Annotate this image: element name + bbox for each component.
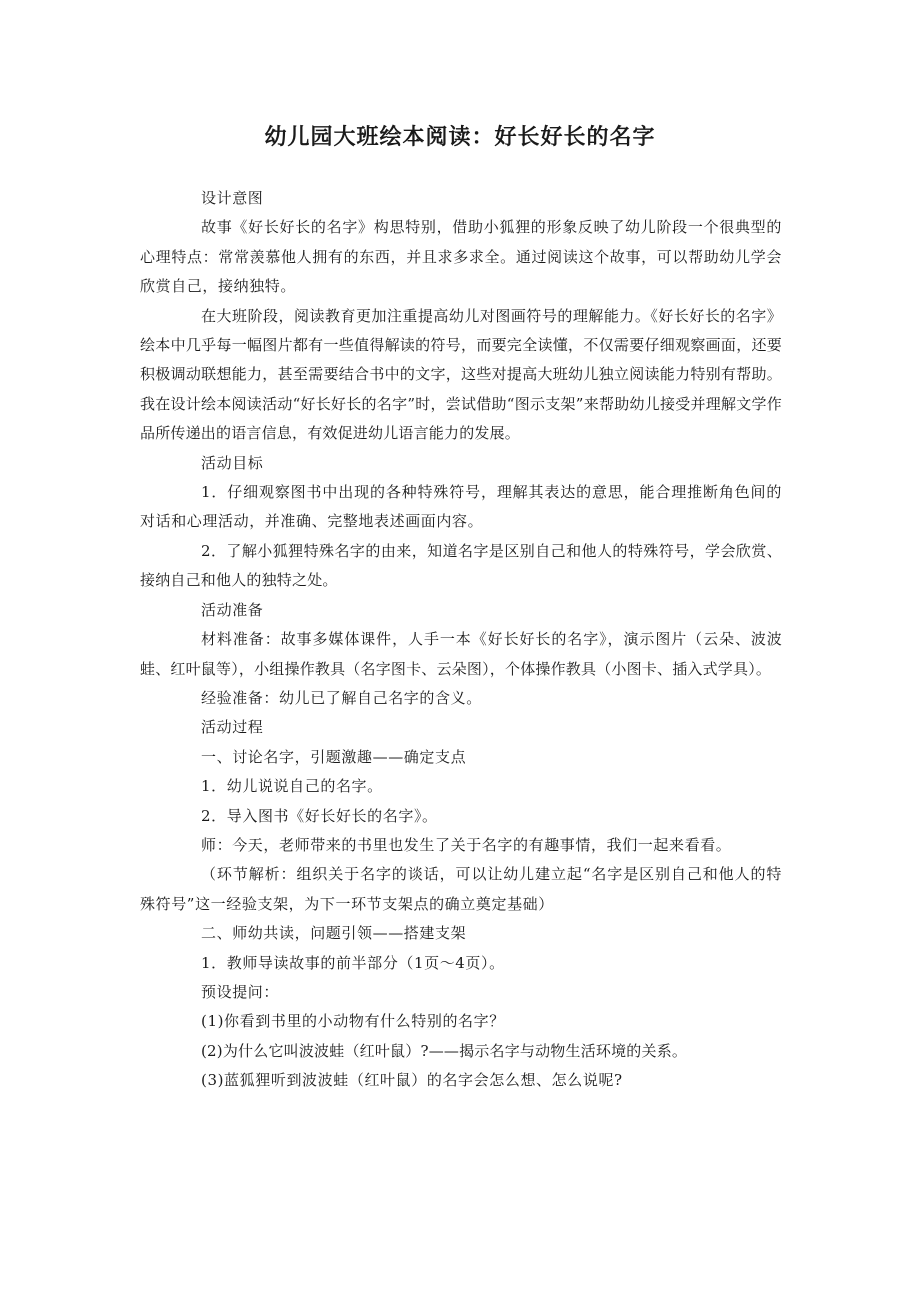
heading-activity-preparation: 活动准备 [201, 600, 264, 619]
heading-design-intent: 设计意图 [201, 189, 264, 207]
paragraph: 故事《好长好长的名字》构思特别，借助小狐狸的形象反映了幼儿阶段一个很典型的心理特点：常常羡慕他人拥有的东西，并且求多求全。通过阅读这个故事，可以帮助幼儿学会欣赏自己，接纳独特。 [140, 218, 782, 296]
heading-activity-process: 活动过程 [201, 718, 264, 737]
paragraph: 材料准备：故事多媒体课件，人手一本《好长好长的名字》，演示图片（云朵、波波蛙、红叶鼠等），小组操作教具（名字图卡、云朵图），个体操作教具（小图卡、插入式学具）。 [140, 630, 782, 678]
document-body [140, 184, 782, 1096]
list-item: 2．导入图书《好长好长的名字》。 [201, 806, 438, 825]
list-item: (3)蓝狐狸听到波波蛙（红叶鼠）的名字会怎么想、怎么说呢? [201, 1071, 623, 1090]
subheading: 一、讨论名字，引题激趣——确定支点 [201, 747, 467, 766]
list-item: (2)为什么它叫波波蛙（红叶鼠）?——揭示名字与动物生活环境的关系。 [201, 1041, 688, 1060]
paragraph: 经验准备：幼儿已了解自己名字的含义。 [201, 688, 482, 707]
heading-activity-goals: 活动目标 [201, 453, 264, 472]
paragraph: 1．仔细观察图书中出现的各种特殊符号，理解其表达的意思，能合理推断角色间的对话和心理活动，并准确、完整地表述画面内容。 [140, 483, 782, 531]
subheading: 二、师幼共读，问题引领——搭建支架 [201, 924, 467, 943]
paragraph: 2．了解小狐狸特殊名字的由来，知道名字是区别自己和他人的特殊符号，学会欣赏、接纳自己和他人的独特之处。 [140, 541, 782, 590]
paragraph: （环节解析：组织关于名字的谈话，可以让幼儿建立起“名字是区别自己和他人的特殊符号”这一经验支架，为下一环节支架点的确立奠定基础） [140, 865, 782, 913]
document-title: 幼儿园大班绘本阅读：好长好长的名字 [264, 125, 656, 150]
list-item: (1)你看到书里的小动物有什么特别的名字？ [201, 1012, 505, 1031]
list-item: 1．幼儿说说自己的名字。 [201, 777, 383, 796]
paragraph: 预设提问： [201, 982, 280, 1001]
paragraph: 在大班阶段，阅读教育更加注重提高幼儿对图画符号的理解能力。《好长好长的名字》绘本中几乎每一幅图片都有一些值得解读的符号，而要完全读懂，不仅需要仔细观察画面，还要积极调动联想能力，甚至需要结合书中的文字，这些对提高大班幼儿独立阅读能力特别有帮助。我在设计绘本阅读活动“好长好长的名字”时，尝试借助“图示支架”来帮助幼儿接受并理解文学作品所传递出的语言信息，有效促进幼儿语言能力的发展。 [140, 306, 782, 443]
paragraph: 师：今天，老师带来的书里也发生了关于名字的有趣事情，我们一起来看看。 [201, 835, 732, 854]
list-item: 1．教师导读故事的前半部分（1页～4页）。 [201, 953, 505, 972]
